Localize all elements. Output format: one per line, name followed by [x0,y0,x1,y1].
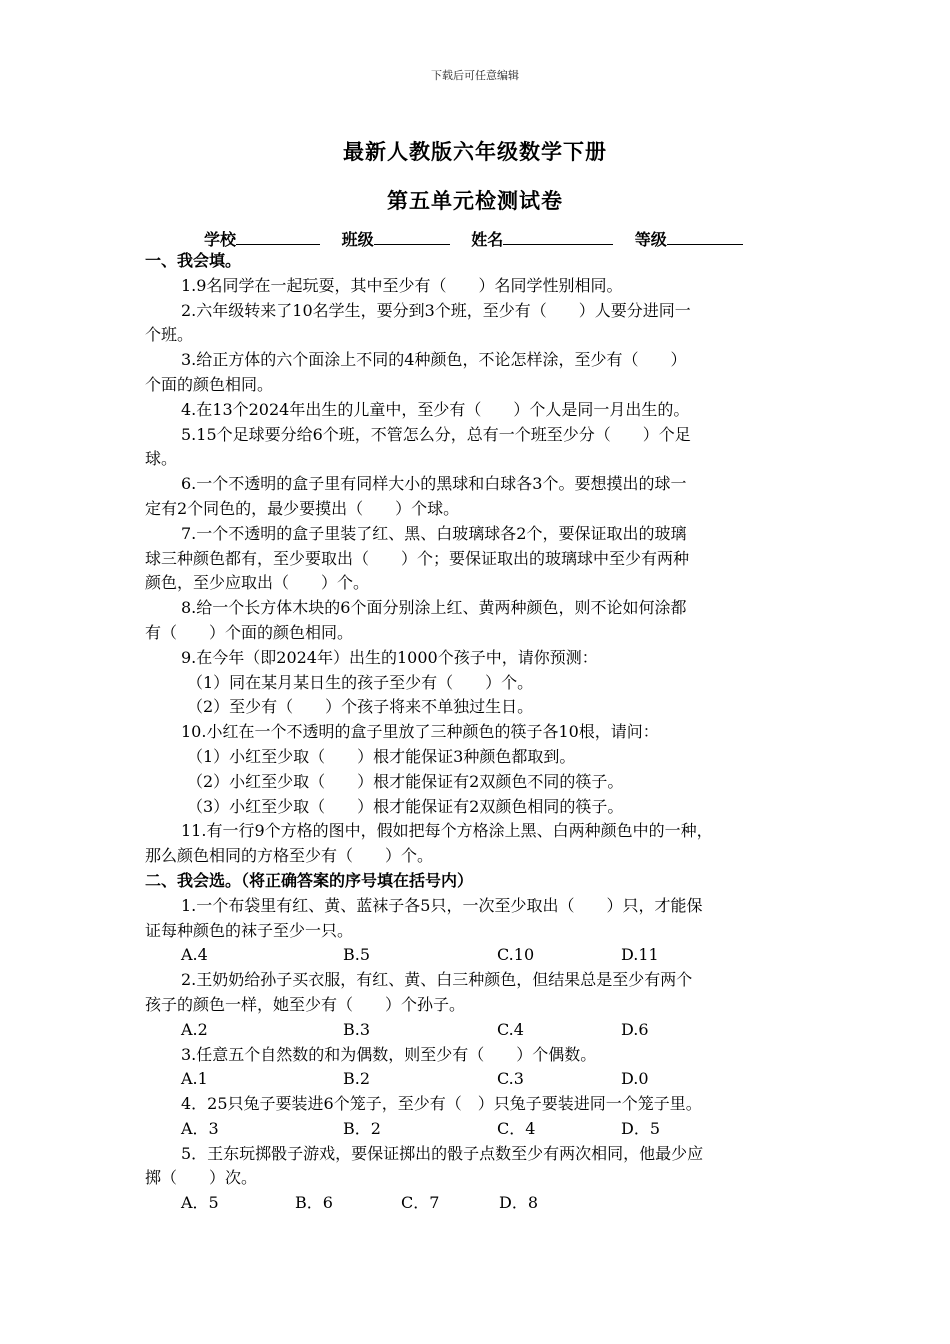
page-subtitle: 第五单元检测试卷 [387,188,563,213]
question-line: 有（ ）个面的颜色相同。 [145,622,354,642]
option-b[interactable]: B．6 [295,1193,333,1213]
question-line: 颜色，至少应取出（ ）个。 [145,573,370,593]
option-c[interactable]: C．4 [497,1118,536,1138]
header-note: 下载后可任意编辑 [431,69,519,82]
question-line: 8.给一个长方体木块的6个面分别涂上红、黄两种颜色，则不论如何涂都 [181,598,687,618]
answer-options [145,1018,815,1043]
question-line: 掷（ ）次。 [145,1168,258,1188]
class-field[interactable] [374,228,450,245]
school-field[interactable] [236,228,320,245]
answer-options [145,1117,815,1142]
option-a[interactable]: A.4 [181,945,208,965]
sub-question-line: （3）小红至少取（ ）根才能保证有2双颜色相同的筷子。 [187,796,624,816]
question-line: 4．25只兔子要装进6个笼子，至少有（ ）只兔子要装进同一个笼子里。 [181,1094,702,1114]
option-c[interactable]: C.10 [497,945,535,965]
question-line: 1.一个布袋里有红、黄、蓝袜子各5只，一次至少取出（ ）只，才能保 [181,895,703,915]
question-line: 个班。 [145,325,194,345]
question-line: 3.给正方体的六个面涂上不同的4种颜色，不论怎样涂，至少有（ ） [181,350,687,370]
question-line: 球三种颜色都有，至少要取出（ ）个；要保证取出的玻璃球中至少有两种 [145,548,690,568]
exam-content [145,249,815,1216]
question-line: 7.一个不透明的盒子里装了红、黑、白玻璃球各2个，要保证取出的玻璃 [181,523,687,543]
question-line: 6.一个不透明的盒子里有同样大小的黑球和白球各3个。要想摸出的球一 [181,474,687,494]
question-line: 5．王东玩掷骰子游戏，要保证掷出的骰子点数至少有两次相同，他最少应 [181,1143,704,1163]
name-field[interactable] [503,228,613,245]
question-line: 11.有一行9个方格的图中，假如把每个方格涂上黑、白两种颜色中的一种， [181,821,713,841]
question-line: 孩子的颜色一样，她至少有（ ）个孙子。 [145,994,466,1014]
question-line: 1.9名同学在一起玩耍，其中至少有（ ）名同学性别相同。 [181,275,623,295]
school-label: 学校 [204,230,237,249]
question-line: 2.王奶奶给孙子买衣服，有红、黄、白三种颜色，但结果总是至少有两个 [181,970,693,990]
option-b[interactable]: B.3 [343,1019,371,1039]
question-line: 个面的颜色相同。 [145,374,274,394]
answer-options [145,1191,815,1216]
option-b[interactable]: B．2 [343,1118,381,1138]
question-line: 9.在今年（即2024年）出生的1000个孩子中，请你预测： [181,647,598,667]
question-line: 那么颜色相同的方格至少有（ ）个。 [145,846,434,866]
option-a[interactable]: A.1 [181,1069,208,1089]
option-b[interactable]: B.5 [343,945,371,965]
option-d[interactable]: D.0 [621,1069,649,1089]
question-line: 2.六年级转来了10名学生，要分到3个班，至少有（ ）人要分进同一 [181,300,691,320]
option-c[interactable]: C．7 [401,1193,440,1213]
option-a[interactable]: A．3 [181,1118,219,1138]
student-info-row [204,227,743,250]
question-line: 4.在13个2024年出生的儿童中，至少有（ ）个人是同一月出生的。 [181,399,690,419]
question-line: 定有2个同色的，最少要摸出（ ）个球。 [145,498,460,518]
option-d[interactable]: D.11 [621,945,659,965]
option-b[interactable]: B.2 [343,1069,371,1089]
question-line: 球。 [145,449,178,469]
option-c[interactable]: C.3 [497,1069,524,1089]
sub-question-line: （2）至少有（ ）个孩子将来不单独过生日。 [187,697,534,717]
page-title: 最新人教版六年级数学下册 [343,139,607,164]
option-c[interactable]: C.4 [497,1019,524,1039]
name-label: 姓名 [471,230,504,249]
question-line: 证每种颜色的袜子至少一只。 [145,920,354,940]
option-a[interactable]: A.2 [181,1019,208,1039]
section-heading-choice: 二、我会选。（将正确答案的序号填在括号内） [145,870,474,890]
section-heading-fill: 一、我会填。 [145,251,242,270]
question-line: 3.任意五个自然数的和为偶数，则至少有（ ）个偶数。 [181,1044,597,1064]
question-line: 5.15个足球要分给6个班，不管怎么分，总有一个班至少分（ ）个足 [181,424,691,444]
grade-field[interactable] [667,228,743,245]
option-d[interactable]: D．5 [621,1118,661,1138]
option-d[interactable]: D.6 [621,1019,649,1039]
option-a[interactable]: A．5 [181,1193,219,1213]
answer-options [145,1067,815,1092]
sub-question-line: （1）同在某月某日生的孩子至少有（ ）个。 [187,672,534,692]
option-d[interactable]: D．8 [499,1193,539,1213]
class-label: 班级 [341,230,374,249]
answer-options [145,943,815,968]
grade-label: 等级 [634,230,667,249]
sub-question-line: （1）小红至少取（ ）根才能保证3种颜色都取到。 [187,746,576,766]
question-line: 10.小红在一个不透明的盒子里放了三种颜色的筷子各10根，请问： [181,722,659,742]
sub-question-line: （2）小红至少取（ ）根才能保证有2双颜色不同的筷子。 [187,771,624,791]
